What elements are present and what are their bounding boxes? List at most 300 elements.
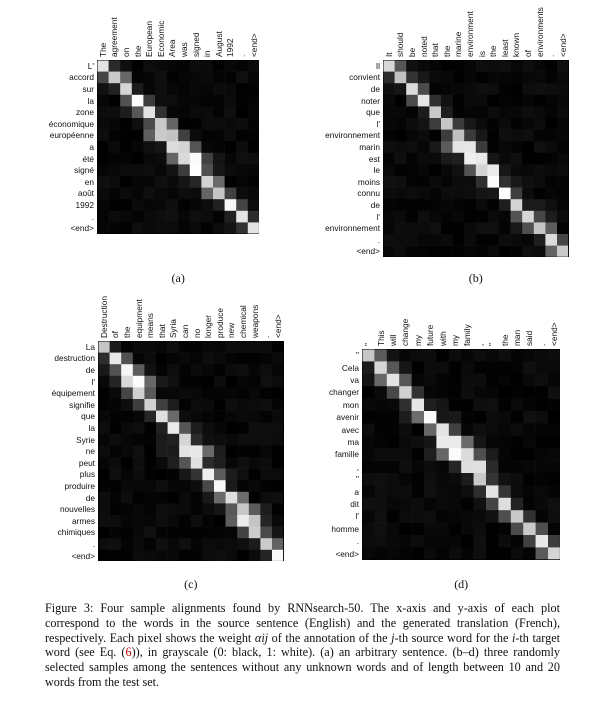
heatmap-cell (441, 199, 453, 211)
heatmap-cell (121, 399, 133, 411)
heatmap-cell (237, 364, 249, 376)
heatmap-cell (110, 550, 122, 562)
heatmap-cell (155, 83, 167, 95)
heatmap-cell (487, 164, 499, 176)
heatmap-cell (548, 349, 560, 362)
heatmap-cell (476, 176, 488, 188)
heatmap-cell (412, 399, 425, 412)
heatmap-cell (121, 411, 133, 423)
heatmap-cell (424, 423, 437, 436)
heatmap-cell (98, 538, 110, 550)
target-word: 1992 (75, 200, 94, 210)
heatmap-cell (487, 234, 499, 246)
heatmap-cell (487, 72, 499, 84)
heatmap-cell (424, 361, 437, 374)
heatmap-cell (436, 510, 449, 523)
heatmap-cell (201, 211, 213, 223)
heatmap-cell (248, 188, 260, 200)
heatmap-cell (249, 457, 261, 469)
heatmap-cell (121, 527, 133, 539)
target-word: de (85, 492, 95, 503)
heatmap-cell (191, 411, 203, 423)
heatmap-cell (167, 188, 179, 200)
heatmap-cell (399, 361, 412, 374)
target-word: " (356, 474, 359, 485)
heatmap-cell (461, 523, 474, 536)
heatmap-cell (474, 523, 487, 536)
heatmap-cell (548, 547, 560, 559)
heatmap-cell (424, 523, 437, 536)
heatmap-cell (453, 188, 465, 200)
heatmap-cell (144, 353, 156, 365)
heatmap-cell (424, 473, 437, 486)
heatmap-cell (202, 364, 214, 376)
alignment-heatmap-2 (383, 60, 569, 257)
heatmap-cell (399, 547, 412, 559)
heatmap-cell (155, 222, 167, 234)
heatmap-cell (133, 515, 145, 527)
heatmap-cell (98, 527, 110, 539)
heatmap-cell (97, 164, 109, 176)
heatmap-cell (464, 153, 476, 165)
heatmap-cell (110, 364, 122, 376)
heatmap-cell (511, 448, 524, 461)
heatmap-cell (449, 361, 462, 374)
heatmap-cell (418, 176, 430, 188)
heatmap-cell (395, 83, 407, 95)
heatmap-cell (120, 153, 132, 165)
heatmap-cell (362, 411, 375, 424)
heatmap-cell (98, 515, 110, 527)
heatmap-cell (213, 106, 225, 118)
heatmap-cell (476, 130, 488, 142)
target-word: homme (331, 523, 359, 534)
heatmap-cell (202, 492, 214, 504)
heatmap-cell (249, 503, 261, 515)
heatmap-cell (534, 164, 546, 176)
heatmap-cell (476, 95, 488, 107)
heatmap-cell (225, 72, 237, 84)
heatmap-cell (226, 353, 238, 365)
heatmap-cell (498, 386, 511, 399)
heatmap-cell (168, 492, 180, 504)
heatmap-cell (383, 222, 395, 234)
heatmap-cell (121, 422, 133, 434)
heatmap-cell (534, 141, 546, 153)
heatmap-cell (110, 457, 122, 469)
heatmap-cell (474, 374, 487, 387)
heatmap-cell (156, 434, 168, 446)
heatmap-cell (461, 411, 474, 424)
heatmap-cell (464, 83, 476, 95)
target-word: marin (359, 142, 380, 152)
heatmap-cell (429, 153, 441, 165)
heatmap-cell (476, 106, 488, 118)
heatmap-cell (121, 469, 133, 481)
heatmap-cell (121, 353, 133, 365)
source-word: . (536, 343, 547, 346)
target-word: <end> (335, 548, 359, 559)
heatmap-cell (191, 550, 203, 562)
heatmap-cell (511, 485, 524, 498)
heatmap-cell (523, 448, 536, 461)
heatmap-cell (461, 386, 474, 399)
heatmap-cell (155, 118, 167, 130)
heatmap-cell (133, 364, 145, 376)
heatmap-cell (548, 361, 560, 374)
heatmap-cell (486, 498, 499, 511)
heatmap-cell (548, 498, 560, 511)
heatmap-cell (449, 436, 462, 449)
heatmap-cell (362, 473, 375, 486)
heatmap-cell (399, 535, 412, 548)
heatmap-cell (249, 353, 261, 365)
heatmap-cell (110, 434, 122, 446)
heatmap-cell (387, 535, 400, 548)
source-word: Syria (168, 319, 179, 338)
heatmap-cell (441, 188, 453, 200)
heatmap-cell (511, 141, 523, 153)
heatmap-cell (545, 211, 557, 223)
heatmap-cell (179, 457, 191, 469)
target-word: . (91, 211, 94, 222)
heatmap-cell (167, 141, 179, 153)
source-word: longer (203, 314, 214, 338)
heatmap-cell (201, 130, 213, 142)
heatmap-cell (214, 353, 226, 365)
heatmap-cell (464, 164, 476, 176)
heatmap-cell (545, 222, 557, 234)
heatmap-cell (121, 376, 133, 388)
heatmap-cell (156, 527, 168, 539)
heatmap-cell (474, 448, 487, 461)
heatmap-cell (453, 130, 465, 142)
heatmap-cell (511, 386, 524, 399)
target-word: a (89, 142, 94, 152)
heatmap-cell (121, 445, 133, 457)
heatmap-cell (522, 246, 534, 258)
heatmap-cell (436, 411, 449, 424)
heatmap-cell (522, 176, 534, 188)
heatmap-cell (133, 492, 145, 504)
heatmap-cell (449, 498, 462, 511)
heatmap-cell (436, 349, 449, 362)
heatmap-cell (133, 550, 145, 562)
heatmap-cell (387, 461, 400, 474)
heatmap-cell (213, 60, 225, 72)
heatmap-cell (362, 399, 375, 412)
heatmap-cell (383, 211, 395, 223)
heatmap-cell (191, 480, 203, 492)
heatmap-cell (461, 473, 474, 486)
heatmap-cell (156, 515, 168, 527)
target-word: armes (71, 515, 95, 526)
heatmap-cell (499, 234, 511, 246)
target-word: . (356, 536, 359, 547)
heatmap-cell (202, 387, 214, 399)
heatmap-cell (121, 538, 133, 550)
heatmap-cell (213, 130, 225, 142)
source-word: . (237, 54, 247, 57)
heatmap-cell (523, 510, 536, 523)
heatmap-cell (156, 469, 168, 481)
heatmap-cell (424, 374, 437, 387)
heatmap-cell (248, 130, 260, 142)
heatmap-cell (168, 376, 180, 388)
source-word: change (400, 318, 411, 346)
heatmap-cell (168, 527, 180, 539)
heatmap-cell (249, 550, 261, 562)
heatmap-cell (98, 480, 110, 492)
heatmap-cell (374, 423, 387, 436)
heatmap-cell (383, 199, 395, 211)
heatmap-cell (374, 485, 387, 498)
heatmap-cell (178, 72, 190, 84)
heatmap-cell (436, 361, 449, 374)
heatmap-cell (449, 461, 462, 474)
heatmap-cell (143, 118, 155, 130)
heatmap-cell (429, 222, 441, 234)
target-word: changer (329, 387, 359, 398)
heatmap-cell (449, 374, 462, 387)
target-word: . (377, 234, 380, 245)
heatmap-cell (190, 164, 202, 176)
heatmap-cell (399, 423, 412, 436)
heatmap-cell (214, 341, 226, 353)
heatmap-cell (449, 411, 462, 424)
heatmap-cell (545, 83, 557, 95)
heatmap-cell (156, 550, 168, 562)
heatmap-cell (110, 422, 122, 434)
heatmap-cell (213, 95, 225, 107)
heatmap-cell (523, 361, 536, 374)
heatmap-cell (498, 535, 511, 548)
heatmap-cell (168, 457, 180, 469)
heatmap-cell (418, 211, 430, 223)
heatmap-cell (168, 364, 180, 376)
heatmap-cell (387, 448, 400, 461)
heatmap-cell (214, 411, 226, 423)
heatmap-cell (374, 510, 387, 523)
heatmap-cell (429, 246, 441, 258)
heatmap-cell (248, 83, 260, 95)
heatmap-cell (522, 60, 534, 72)
heatmap-cell (178, 141, 190, 153)
heatmap-cell (374, 461, 387, 474)
heatmap-cell (236, 130, 248, 142)
heatmap-cell (156, 341, 168, 353)
heatmap-cell (190, 72, 202, 84)
heatmap-cell (191, 492, 203, 504)
heatmap-cell (226, 341, 238, 353)
heatmap-cell (167, 176, 179, 188)
heatmap-cell (534, 211, 546, 223)
heatmap-cell (178, 130, 190, 142)
heatmap-cell (237, 422, 249, 434)
heatmap-cell (225, 141, 237, 153)
heatmap-cell (248, 95, 260, 107)
heatmap-cell (406, 95, 418, 107)
heatmap-cell (436, 473, 449, 486)
heatmap-cell (474, 386, 487, 399)
heatmap-cell (474, 423, 487, 436)
heatmap-cell (191, 341, 203, 353)
heatmap-cell (374, 523, 387, 536)
caption-text-1: Four sample alignments found by RNNsearch-50. The x-axis and y-axis of each plot correspond to the words in the source sentence (English) and the generated translation (French), respectively. Each pixel shows the weight (45, 601, 560, 645)
heatmap-cell (362, 523, 375, 536)
heatmap-cell (225, 222, 237, 234)
heatmap-cell (202, 376, 214, 388)
heatmap-cell (133, 457, 145, 469)
heatmap-cell (476, 118, 488, 130)
heatmap-cell (110, 480, 122, 492)
heatmap-cell (418, 118, 430, 130)
heatmap-cell (214, 364, 226, 376)
heatmap-cell (109, 188, 121, 200)
source-word: will (388, 334, 398, 346)
heatmap-cell (362, 361, 375, 374)
heatmap-cell (97, 199, 109, 211)
source-word: European (144, 21, 155, 57)
heatmap-cell (374, 399, 387, 412)
source-word: environments (534, 7, 545, 57)
heatmap-cell (168, 353, 180, 365)
heatmap-cell (406, 130, 418, 142)
source-word: <end> (557, 33, 568, 57)
heatmap-cell (412, 411, 425, 424)
heatmap-cell (511, 188, 523, 200)
heatmap-cell (548, 423, 560, 436)
heatmap-cell (424, 399, 437, 412)
source-word: my (412, 334, 423, 346)
heatmap-cell (486, 411, 499, 424)
heatmap-cell (536, 473, 549, 486)
heatmap-cell (461, 485, 474, 498)
heatmap-cell (226, 434, 238, 446)
heatmap-cell (132, 222, 144, 234)
heatmap-cell (132, 164, 144, 176)
heatmap-cell (449, 399, 462, 412)
heatmap-cell (557, 141, 569, 153)
heatmap-cell (120, 176, 132, 188)
heatmap-cell (226, 527, 238, 539)
heatmap-cell (523, 386, 536, 399)
heatmap-cell (374, 386, 387, 399)
heatmap-cell (487, 176, 499, 188)
heatmap-cell (436, 461, 449, 474)
heatmap-cell (395, 246, 407, 258)
heatmap-cell (545, 199, 557, 211)
heatmap-cell (499, 188, 511, 200)
heatmap-cell (178, 176, 190, 188)
heatmap-cell (557, 222, 569, 234)
heatmap-cell (383, 130, 395, 142)
heatmap-cell (387, 523, 400, 536)
heatmap-cell (362, 386, 375, 399)
heatmap-cell (511, 374, 524, 387)
heatmap-cell (522, 199, 534, 211)
heatmap-cell (249, 480, 261, 492)
heatmap-cell (548, 386, 560, 399)
heatmap-cell (453, 72, 465, 84)
heatmap-cell (436, 523, 449, 536)
heatmap-cell (536, 547, 549, 559)
heatmap-cell (248, 118, 260, 130)
heatmap-cell (476, 164, 488, 176)
heatmap-cell (225, 164, 237, 176)
heatmap-cell (213, 176, 225, 188)
heatmap-cell (168, 445, 180, 457)
heatmap-cell (120, 106, 132, 118)
heatmap-cell (374, 436, 387, 449)
heatmap-cell (406, 222, 418, 234)
target-word: mon (342, 399, 359, 410)
heatmap-cell (236, 153, 248, 165)
heatmap-cell (237, 353, 249, 365)
target-word: Il (375, 60, 380, 71)
heatmap-cell (109, 153, 121, 165)
target-word: la (88, 423, 95, 433)
heatmap-cell (214, 376, 226, 388)
heatmap-cell (486, 473, 499, 486)
heatmap-cell (214, 480, 226, 492)
heatmap-cell (97, 118, 109, 130)
heatmap-cell (249, 538, 261, 550)
heatmap-cell (487, 222, 499, 234)
heatmap-cell (548, 411, 560, 424)
heatmap-cell (429, 106, 441, 118)
heatmap-cell (190, 83, 202, 95)
source-word: that (156, 324, 167, 338)
heatmap-cell (167, 118, 179, 130)
heatmap-cell (499, 72, 511, 84)
heatmap-cell (214, 503, 226, 515)
source-word: Economic (155, 20, 166, 57)
heatmap-cell (201, 83, 213, 95)
equation-reference-link[interactable]: 6 (125, 645, 132, 660)
heatmap-cell (441, 141, 453, 153)
heatmap-cell (557, 176, 569, 188)
heatmap-cell (545, 246, 557, 258)
heatmap-cell (213, 164, 225, 176)
heatmap-cell (464, 72, 476, 84)
heatmap-cell (110, 353, 122, 365)
target-word: destruction (54, 353, 95, 364)
target-word: zone (76, 107, 94, 118)
heatmap-cell (110, 341, 122, 353)
heatmap-cell (156, 353, 168, 365)
heatmap-cell (412, 523, 425, 536)
alignment-heatmap-4 (362, 349, 560, 560)
heatmap-cell (511, 498, 524, 511)
heatmap-cell (213, 118, 225, 130)
heatmap-cell (487, 188, 499, 200)
heatmap-cell (110, 492, 122, 504)
heatmap-cell (399, 523, 412, 536)
heatmap-cell (534, 60, 546, 72)
heatmap-cell (155, 141, 167, 153)
heatmap-cell (213, 188, 225, 200)
heatmap-cell (499, 118, 511, 130)
heatmap-cell (167, 72, 179, 84)
source-word: be (407, 47, 417, 57)
source-word: man (512, 329, 522, 346)
heatmap-cell (429, 141, 441, 153)
heatmap-cell (486, 399, 499, 412)
target-word: de (370, 84, 380, 94)
heatmap-cell (406, 211, 418, 223)
heatmap-cell (226, 399, 238, 411)
